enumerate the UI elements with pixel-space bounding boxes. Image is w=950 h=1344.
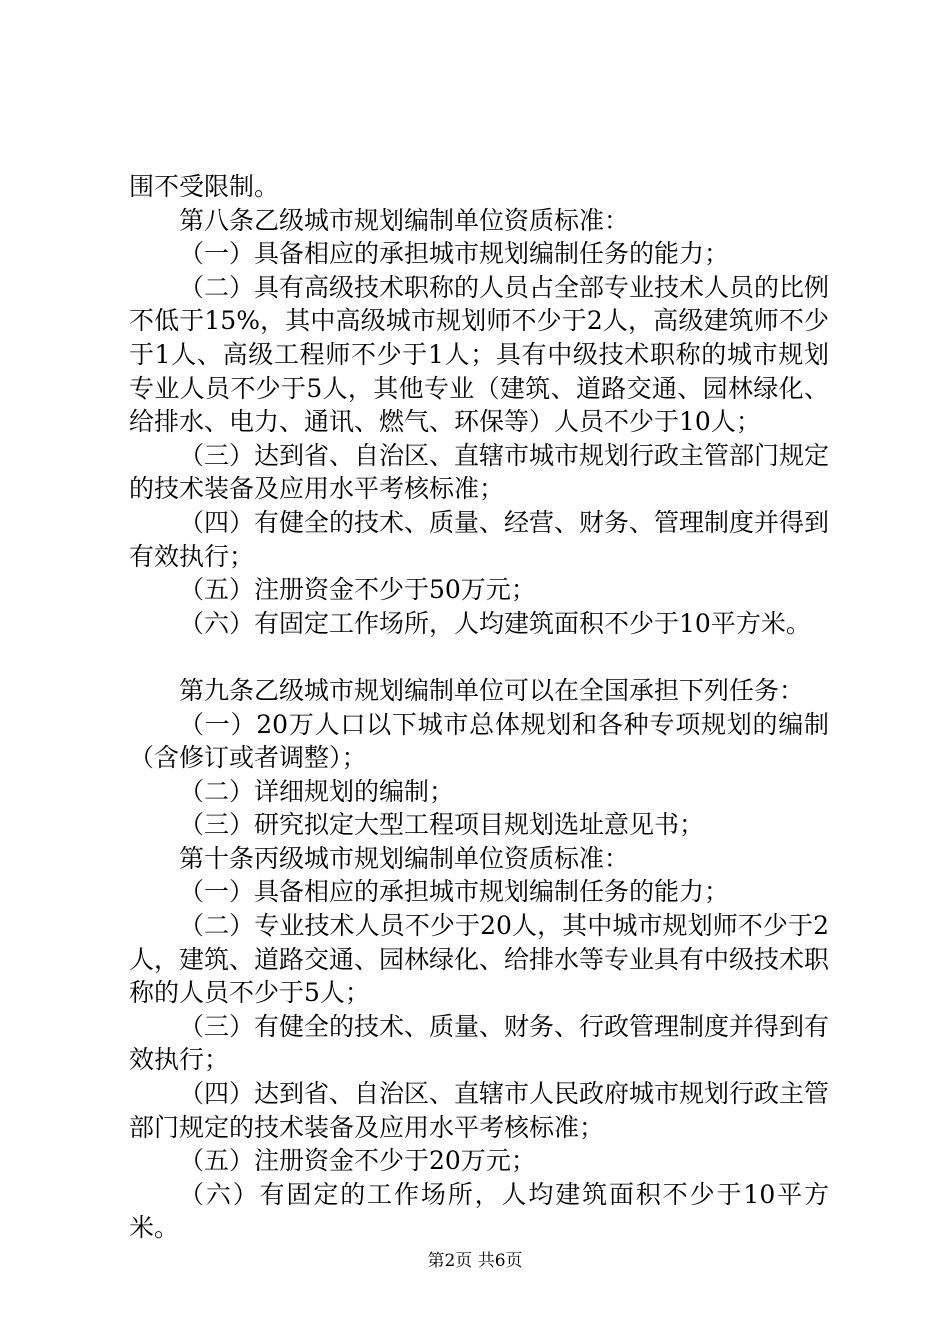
paragraph: （五）注册资金不少于50万元；	[179, 575, 536, 605]
paragraph: （六）有固定的工作场所，人均建筑面积不少于10平方米。	[129, 1179, 829, 1243]
paragraph: （二）专业技术人员不少于20人，其中城市规划师不少于2人，建筑、道路交通、园林绿化、给排水等专业具有中级技术职称的人员不少于5人；	[129, 911, 830, 1008]
paragraph: 第九条乙级城市规划编制单位可以在全国承担下列任务：	[179, 675, 805, 705]
paragraph: （六）有固定工作场所，人均建筑面积不少于10平方米。	[179, 608, 811, 638]
paragraph: （三）有健全的技术、质量、财务、行政管理制度并得到有效执行；	[129, 1011, 830, 1075]
paragraph: （二）具有高级技术职称的人员占全部专业技术人员的比例不低于15%，其中高级城市规划师不少于2人，高级建筑师不少于1人、高级工程师不少于1人；具有中级技术职称的城市规划专业人员不少于5人，其他专业（建筑、道路交通、园林绿化、给排水、电力、通讯、燃气、环保等）人员不少于10人；	[129, 272, 830, 437]
paragraph: （五）注册资金不少于20万元；	[179, 1146, 536, 1176]
document-body	[129, 170, 829, 1245]
paragraph: （四）有健全的技术、质量、经营、财务、管理制度并得到有效执行；	[129, 507, 830, 571]
paragraph: （三）研究拟定大型工程项目规划选址意见书；	[179, 810, 705, 840]
paragraph: （三）达到省、自治区、直辖市城市规划行政主管部门规定的技术装备及应用水平考核标准；	[129, 440, 830, 504]
paragraph: 第十条丙级城市规划编制单位资质标准：	[179, 843, 630, 873]
paragraph: （四）达到省、自治区、直辖市人民政府城市规划行政主管部门规定的技术装备及应用水平考核标准；	[129, 1079, 830, 1142]
paragraph: 第八条乙级城市规划编制单位资质标准：	[179, 205, 630, 235]
paragraph: 围不受限制。	[129, 172, 280, 201]
paragraph-spacer	[129, 640, 829, 674]
paragraph: （一）具备相应的承担城市规划编制任务的能力；	[179, 239, 730, 269]
paragraph: （二）详细规划的编制；	[179, 776, 455, 806]
paragraph: （一）20万人口以下城市总体规划和各种专项规划的编制（含修订或者调整）；	[129, 709, 829, 773]
paragraph: （一）具备相应的承担城市规划编制任务的能力；	[179, 877, 730, 907]
page-footer	[0, 1250, 950, 1272]
page-number-label: 第2页 共6页	[427, 1251, 523, 1271]
